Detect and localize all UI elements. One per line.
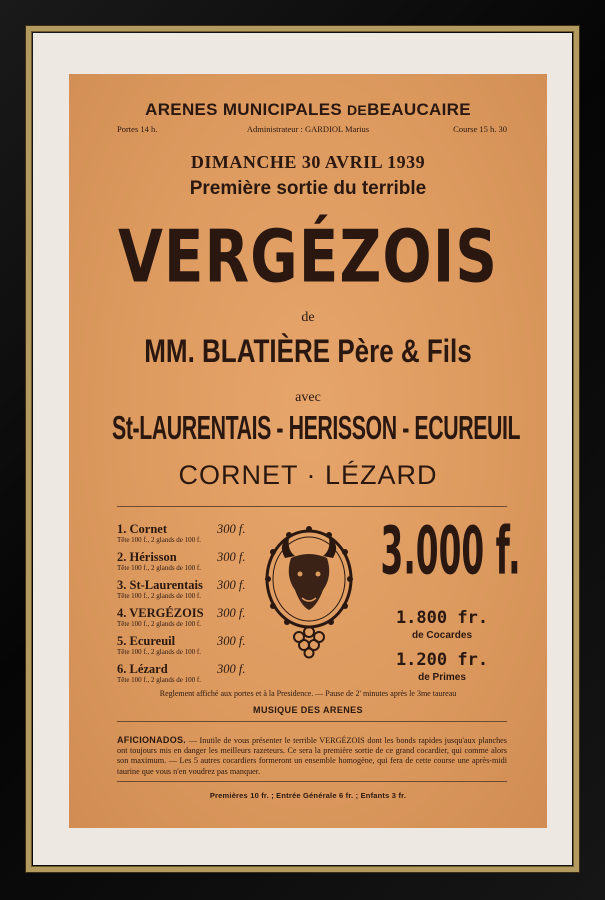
owners: MM. BLATIÈRE Père & Fils [144,332,472,370]
event-date: DIMANCHE 30 AVRIL 1939 [190,152,426,172]
avec-word: avec [295,390,321,405]
prize-detail: Tête 100 f., 2 glands de 100 f. [117,592,201,600]
divider [117,721,507,722]
arena-title-main: ARENES MUNICIPALES [145,100,342,119]
primes-label: de Primes [418,672,466,683]
primes-amount: 1.200 fr. [395,650,489,670]
aficionados-text: — Inutile de vous présenter le terrible VERGÉZOIS dont les bonds rapides jusqu'aux planches ont toujours mis en danger les meilleurs razeteurs. Ce sera la première sortie de ce grand cocardier, qui comme alors son maximum. — Les 5 autres cocardiers formeront un ensemble homogène, qui fera de cette course une après-midi taurine que vous n'en voudrez pas manquer. [117,736,507,776]
prize-price: 300 f. [217,522,246,536]
prize-price: 300 f. [217,606,246,620]
prize-name: 2. Hérisson [117,550,177,564]
divider [117,781,507,782]
prize-name: 5. Ecureuil [117,634,176,648]
prize-price: 300 f. [217,578,246,592]
course-time: Course 15 h. 30 [453,124,507,134]
prize-price: 300 f. [217,662,246,676]
cocardes-amount: 1.800 fr. [395,608,489,628]
de-word: de [301,310,315,325]
bulls-line-2: CORNET · LÉZARD [178,460,438,490]
prize-name: 6. Lézard [117,662,168,676]
headline-bull: VERGÉZOIS [117,214,499,299]
reglement-line: Reglement affiché aux portes et à la Presidence. — Pause de 2' minutes après le 3me taureau [159,689,457,698]
prize-detail: Tête 100 f., 2 glands de 100 f. [117,536,201,544]
aficionados-paragraph [117,735,507,777]
bulls-line-1: St-LAURENTAIS - HERISSON - ECUREUIL [112,408,521,447]
prize-price: 300 f. [217,550,246,564]
administrator: Administrateur : GARDIOL Marius [246,124,370,134]
divider [117,506,507,507]
bull-medallion-icon [259,524,359,659]
prize-detail: Tête 100 f., 2 glands de 100 f. [117,648,201,656]
aficionados-label: AFICIONADOS. [117,735,187,745]
prize-name: 3. St-Laurentais [117,578,203,592]
doors-time: Portes 14 h. [117,124,158,134]
arena-title [69,100,547,120]
prize-detail: Tête 100 f., 2 glands de 100 f. [117,620,201,628]
prize-detail: Tête 100 f., 2 glands de 100 f. [117,676,201,684]
arena-title-de: DE [347,102,368,118]
total-prize: 3.000 f. [380,514,521,590]
prize-item [117,662,317,690]
premiere-line: Première sortie du terrible [189,178,427,199]
prize-name: 4. VERGÉZOIS [117,606,204,620]
cocardes-label: de Cocardes [411,630,473,641]
prize-name: 1. Cornet [117,522,167,536]
poster [69,74,547,828]
prize-detail: Tête 100 f., 2 glands de 100 f. [117,564,201,572]
musique-line: MUSIQUE DES ARENES [253,705,363,715]
prize-price: 300 f. [217,634,246,648]
arena-title-town: BEAUCAIRE [367,100,471,119]
ticket-prices: Premières 10 fr. ; Entrée Générale 6 fr. ; Enfants 3 fr. [209,791,407,800]
